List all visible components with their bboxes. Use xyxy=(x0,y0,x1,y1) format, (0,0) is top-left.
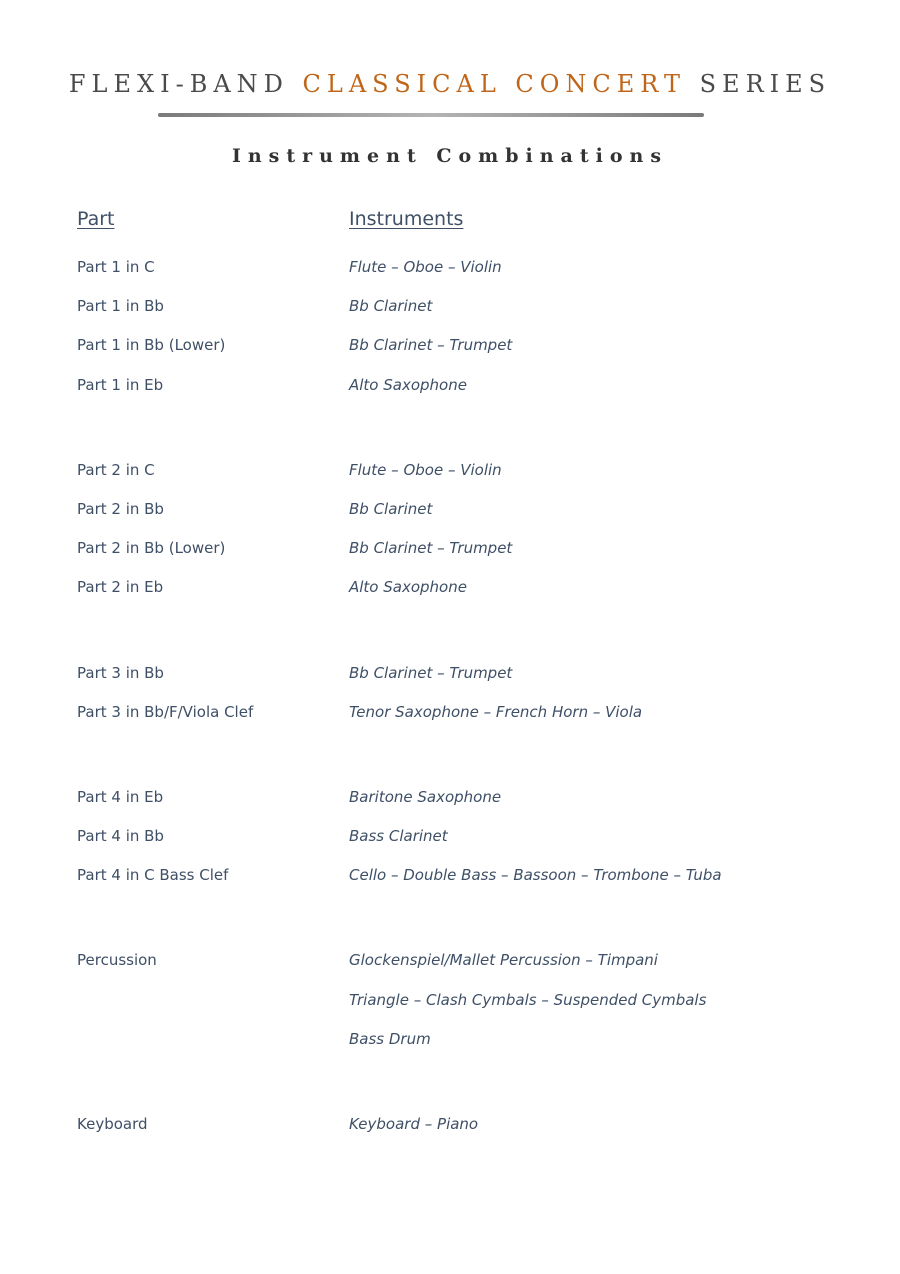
instrument-list: Bb Clarinet – Trumpet xyxy=(349,663,513,682)
part-name: Keyboard xyxy=(77,1115,148,1133)
instrument-list: Bass Clarinet xyxy=(349,827,448,846)
part-group xyxy=(0,461,900,618)
table-row xyxy=(0,951,900,990)
title-divider xyxy=(158,113,704,117)
page-subtitle: Instrument Combinations xyxy=(231,145,669,167)
part-name: Part 3 in Bb xyxy=(77,663,164,682)
instrument-list: Flute – Oboe – Violin xyxy=(349,460,502,479)
series-title-suffix: SERIES xyxy=(699,70,832,98)
table-row xyxy=(0,664,900,703)
part-name: Part 2 in Eb xyxy=(77,578,164,597)
instrument-list: Tenor Saxophone – French Horn – Viola xyxy=(349,702,643,721)
table-row xyxy=(0,376,900,415)
table-row xyxy=(0,297,900,336)
instrument-list: Triangle – Clash Cymbals – Suspended Cymbals xyxy=(349,990,707,1009)
column-header-part: Part xyxy=(77,208,115,230)
table-row xyxy=(0,500,900,539)
instrument-list: Alto Saxophone xyxy=(349,578,467,597)
instrument-list: Cello – Double Bass – Bassoon – Trombone – Tuba xyxy=(349,866,722,885)
instrument-list: Bb Clarinet – Trumpet xyxy=(349,539,513,558)
part-group xyxy=(0,951,900,1069)
instrument-list: Bass Drum xyxy=(349,1029,431,1048)
part-name: Part 4 in C Bass Clef xyxy=(77,866,229,885)
table-row xyxy=(0,788,900,827)
table-row xyxy=(0,866,900,905)
instrument-table xyxy=(0,258,900,1200)
part-group xyxy=(0,1115,900,1154)
part-group xyxy=(0,788,900,906)
part-name: Part 3 in Bb/F/Viola Clef xyxy=(77,702,254,721)
part-name: Part 1 in Eb xyxy=(77,375,164,394)
part-name: Part 4 in Bb xyxy=(77,827,164,846)
part-name: Part 2 in C xyxy=(77,460,155,479)
part-name: Part 1 in Bb (Lower) xyxy=(77,336,226,355)
part-name: Percussion xyxy=(77,951,157,970)
table-row xyxy=(0,703,900,742)
part-name: Part 2 in Bb xyxy=(77,499,164,518)
part-name: Part 2 in Bb (Lower) xyxy=(77,539,226,558)
series-title xyxy=(0,70,900,98)
table-row xyxy=(0,1030,900,1069)
instrument-list: Flute – Oboe – Violin xyxy=(349,258,502,276)
part-name: Part 4 in Eb xyxy=(77,787,164,806)
instrument-list: Alto Saxophone xyxy=(349,375,467,394)
series-title-accent: CLASSICAL CONCERT xyxy=(302,70,686,98)
part-name: Part 1 in C xyxy=(77,258,155,276)
table-row xyxy=(0,539,900,578)
column-header-instruments: Instruments xyxy=(349,208,464,230)
table-row xyxy=(0,827,900,866)
instrument-list: Glockenspiel/Mallet Percussion – Timpani xyxy=(349,951,658,970)
instrument-list: Bb Clarinet xyxy=(349,297,433,316)
instrument-list: Keyboard – Piano xyxy=(349,1115,479,1133)
series-title-prefix: FLEXI-BAND xyxy=(68,70,289,98)
instrument-list: Bb Clarinet – Trumpet xyxy=(349,336,513,355)
table-row xyxy=(0,991,900,1030)
table-row xyxy=(0,461,900,500)
table-row xyxy=(0,336,900,375)
part-group xyxy=(0,664,900,742)
instrument-list: Baritone Saxophone xyxy=(349,787,502,806)
table-row xyxy=(0,258,900,297)
table-row xyxy=(0,1115,900,1154)
table-row xyxy=(0,578,900,617)
part-name: Part 1 in Bb xyxy=(77,297,164,316)
instrument-list: Bb Clarinet xyxy=(349,499,433,518)
part-group xyxy=(0,258,900,415)
